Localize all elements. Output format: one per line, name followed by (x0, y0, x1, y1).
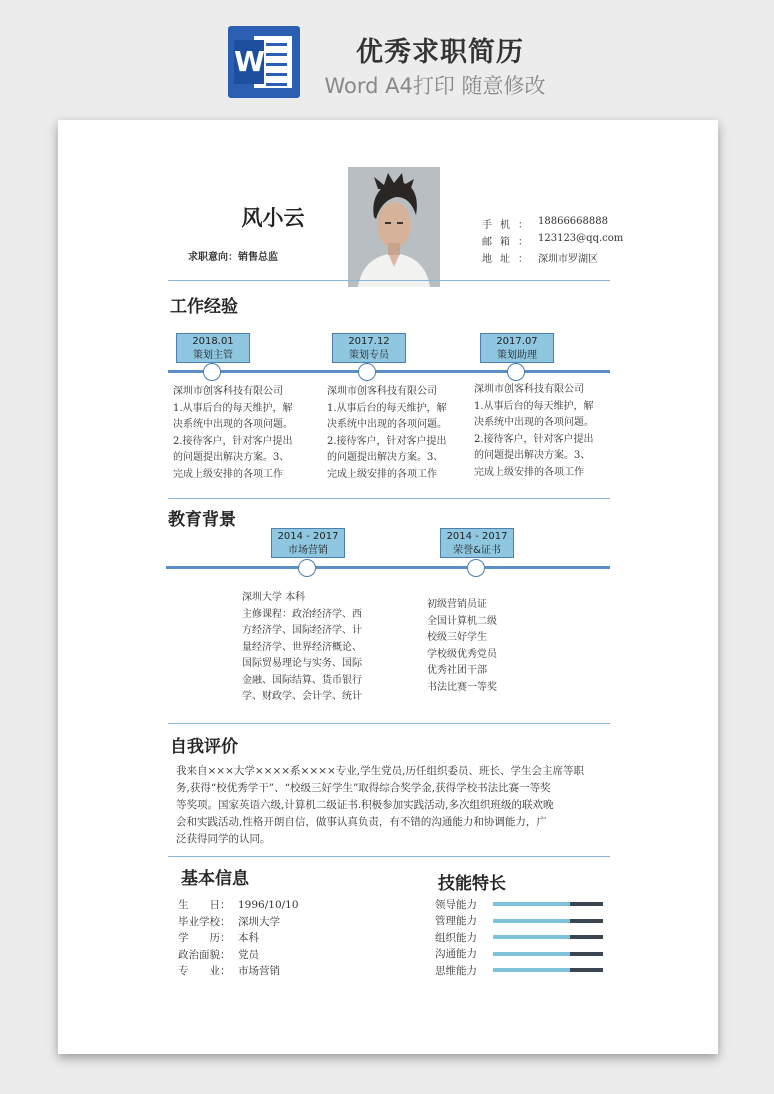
skill-row (435, 946, 603, 963)
contact-label: 地址： (482, 254, 536, 265)
skill-bar (493, 968, 603, 972)
skill-name: 领导能力 (435, 898, 477, 911)
skill-bar-fill (493, 952, 570, 956)
desc-line: 完成上级安排的各项工作 (327, 468, 437, 480)
desc-line: 主修课程：政治经济学、西 (242, 608, 362, 620)
work-description (474, 382, 594, 481)
info-key: 生 日： (178, 899, 231, 911)
desc-line: 1.从事后台的每天维护，解 (327, 402, 447, 414)
desc-line: 决系统中出现的各项问题。 (173, 419, 293, 430)
desc-line: 的问题提出解决方案。3、 (474, 450, 591, 461)
desc-line: 深圳市创客科技有限公司 (474, 384, 584, 395)
self-section-title: 自我评价 (170, 737, 238, 757)
timeline-node (507, 363, 525, 381)
skill-row (435, 913, 603, 930)
skill-row (435, 962, 603, 979)
self-line: 会和实践活动,性格开朗自信，做事认真负责，有不错的沟通能力和协调能力，广 (176, 816, 547, 828)
desc-line: 的问题提出解决方案。3、 (327, 452, 444, 463)
contact-label: 邮箱： (482, 237, 536, 248)
header-title: 优秀求职简历 (356, 37, 524, 68)
desc-line: 量经济学、世界经济概论、 (242, 641, 362, 653)
self-line: 务,获得“校优秀学干”、“校级三好学生”取得综合奖学金,获得学校书法比赛一等奖 (176, 782, 551, 794)
desc-line: 方经济学、国际经济学、计 (242, 625, 362, 636)
desc-line: 校级三好学生 (427, 632, 487, 643)
skills-section-title: 技能特长 (438, 874, 506, 894)
skill-bar (493, 919, 603, 923)
work-date-box (480, 333, 554, 363)
skill-bar (493, 935, 603, 939)
education-major: 市场营销 (288, 545, 328, 556)
basic-section-title: 基本信息 (181, 869, 249, 889)
work-description (173, 384, 293, 483)
candidate-name: 风小云 (241, 206, 305, 230)
job-intent: 求职意向：销售总监 (188, 252, 278, 263)
page-header (0, 0, 774, 110)
desc-line: 完成上级安排的各项工作 (474, 466, 584, 478)
self-line: 等奖项。国家英语六级,计算机二级证书.积极参加实践活动,多次组织班级的联欢晚 (176, 799, 554, 811)
divider (168, 498, 610, 499)
desc-line: 国际贸易理论与实务、国际 (242, 658, 362, 669)
skill-bar-fill (493, 968, 570, 972)
basic-info-list (178, 897, 299, 980)
work-role: 策划主管 (193, 350, 233, 361)
contact-value: 123123@qq.com (538, 233, 624, 244)
info-key: 政治面貌： (178, 948, 231, 961)
desc-line: 1.从事后台的每天维护，解 (474, 400, 594, 412)
header-subtitle: Word A4打印 随意修改 (324, 74, 546, 98)
self-evaluation-text (176, 763, 584, 848)
desc-line: 2.接待客户，针对客户提出 (173, 435, 293, 447)
timeline-node (467, 559, 485, 577)
desc-line: 完成上级安排的各项工作 (173, 468, 283, 480)
skills-list (435, 896, 603, 979)
desc-line: 学校级优秀党员 (427, 648, 497, 660)
education-date: 2014 - 2017 (446, 531, 508, 542)
contact-label: 手机： (482, 220, 536, 231)
profile-photo (348, 167, 440, 287)
info-key: 毕业学校： (178, 915, 231, 928)
work-role: 策划助理 (497, 350, 537, 361)
education-honors: 荣誉&证书 (453, 545, 501, 556)
desc-line: 金融、国际结算、货币银行 (242, 674, 362, 686)
skill-name: 思维能力 (435, 964, 477, 977)
desc-line: 1.从事后台的每天维护，解 (173, 402, 293, 414)
desc-line: 深圳市创客科技有限公司 (173, 386, 283, 397)
skill-bar-fill (493, 902, 570, 906)
contact-email (482, 233, 623, 248)
work-date: 2017.12 (348, 336, 390, 347)
work-date-box (332, 333, 406, 363)
info-value: 1996/10/10 (238, 899, 299, 911)
skill-bar (493, 902, 603, 906)
contact-address (482, 250, 598, 265)
skill-name: 组织能力 (435, 931, 477, 944)
divider (168, 723, 610, 724)
timeline-node (298, 559, 316, 577)
info-row (178, 914, 299, 931)
skill-name: 管理能力 (435, 915, 477, 928)
info-row (178, 947, 299, 964)
divider (168, 280, 610, 281)
education-date-box (271, 528, 345, 558)
education-date: 2014 - 2017 (277, 531, 339, 542)
contact-value: 18866668888 (538, 216, 608, 227)
self-line: 泛获得同学的认同。 (176, 833, 271, 845)
desc-line: 初级营销员证 (427, 599, 487, 610)
info-row (178, 963, 299, 980)
desc-line: 决系统中出现的各项问题。 (327, 419, 447, 430)
skill-bar (493, 952, 603, 956)
desc-line: 2.接待客户，针对客户提出 (474, 433, 594, 445)
info-value: 深圳大学 (238, 915, 280, 928)
info-value: 党员 (238, 948, 259, 961)
resume-page (58, 120, 718, 1054)
skill-name: 沟通能力 (435, 948, 477, 961)
info-value: 本科 (238, 932, 259, 944)
desc-line: 决系统中出现的各项问题。 (474, 417, 594, 428)
info-value: 市场营销 (238, 965, 280, 977)
info-row (178, 897, 299, 914)
desc-line: 优秀社团干部 (427, 665, 487, 676)
contact-phone (482, 216, 608, 231)
education-section-title: 教育背景 (168, 510, 236, 530)
education-description (242, 590, 362, 706)
desc-line: 书法比赛一等奖 (427, 681, 497, 693)
work-date: 2017.07 (496, 336, 538, 347)
timeline-node (358, 363, 376, 381)
self-line: 我来自×××大学××××系××××专业,学生党员,历任组织委员、班长、学生会主席等职 (176, 765, 584, 777)
honors-list (427, 597, 497, 696)
skill-row (435, 896, 603, 913)
work-date-box (176, 333, 250, 363)
desc-line: 深圳大学 本科 (242, 592, 306, 603)
work-role: 策划专员 (349, 350, 389, 361)
desc-line: 深圳市创客科技有限公司 (327, 386, 437, 397)
contact-value: 深圳市罗湖区 (538, 254, 598, 265)
work-description (327, 384, 447, 483)
skill-row (435, 929, 603, 946)
desc-line: 2.接待客户，针对客户提出 (327, 435, 447, 447)
work-section-title: 工作经验 (170, 297, 238, 317)
word-icon-letter: W (234, 40, 264, 84)
info-key: 学 历： (178, 932, 231, 944)
info-key: 专 业： (178, 965, 231, 977)
skill-bar-fill (493, 919, 570, 923)
education-date-box (440, 528, 514, 558)
desc-line: 的问题提出解决方案。3、 (173, 452, 290, 463)
timeline-node (203, 363, 221, 381)
desc-line: 学、财政学、会计学、统计 (242, 691, 362, 702)
work-timeline (168, 370, 610, 373)
work-date: 2018.01 (192, 336, 234, 347)
divider (168, 856, 610, 857)
word-icon (228, 26, 300, 98)
info-row (178, 930, 299, 947)
desc-line: 全国计算机二级 (427, 615, 497, 627)
skill-bar-fill (493, 935, 570, 939)
education-timeline (166, 566, 610, 569)
